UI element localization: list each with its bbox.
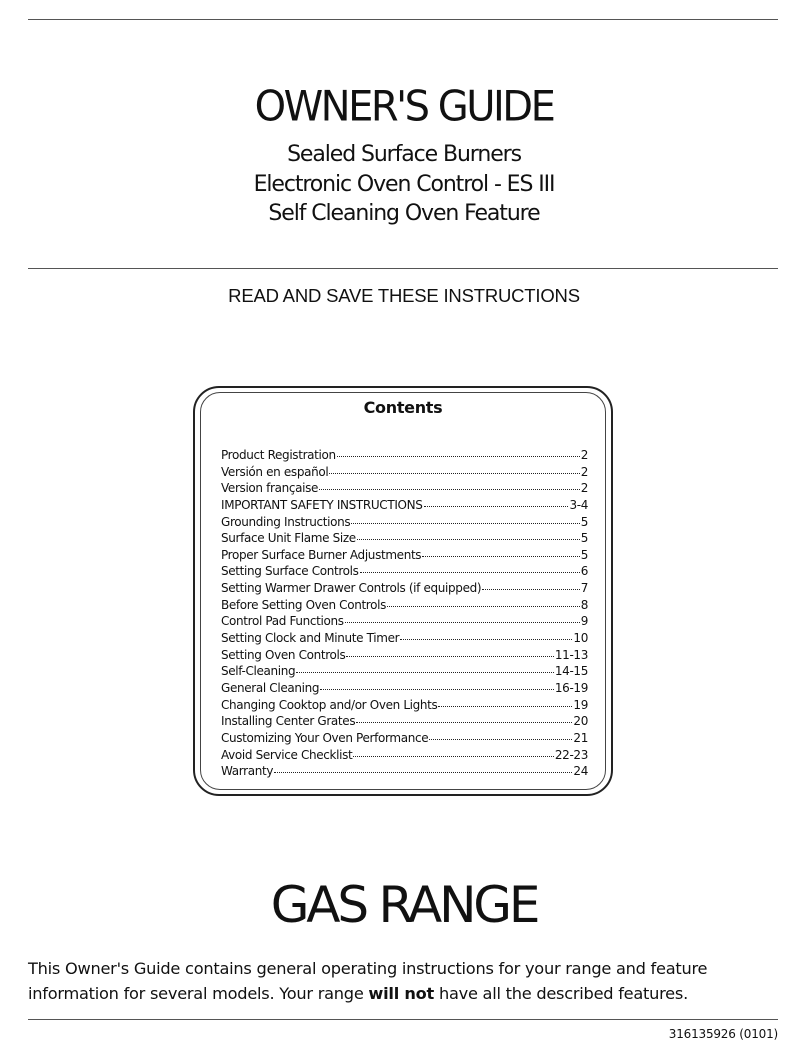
toc-entry-label: Setting Surface Controls [221, 564, 359, 579]
toc-entry-label: Self-Cleaning [221, 664, 296, 679]
read-and-save-notice: READ AND SAVE THESE INSTRUCTIONS [228, 285, 580, 306]
toc-dot-leader [482, 589, 580, 590]
toc-entry [221, 514, 588, 531]
subtitle-1: Sealed Surface Burners [287, 142, 521, 167]
toc-entry [221, 630, 588, 647]
toc-entry-label: Proper Surface Burner Adjustments [221, 547, 422, 562]
toc-entry-label: Setting Clock and Minute Timer [221, 631, 400, 646]
toc-entry-page: 7 [580, 581, 588, 596]
header-rule [28, 268, 778, 269]
toc-dot-leader [353, 756, 554, 757]
toc-entry [221, 730, 588, 747]
toc-entry [221, 580, 588, 597]
toc-dot-leader [296, 672, 554, 673]
toc-entry-page: 5 [580, 531, 588, 546]
toc-dot-leader [429, 739, 572, 740]
footer-rule [28, 1019, 778, 1020]
part-number: 316135926 (0101) [668, 1027, 778, 1041]
toc-entry [221, 697, 588, 714]
toc-dot-leader [346, 656, 553, 657]
toc-entry [221, 713, 588, 730]
toc-entry-label: Control Pad Functions [221, 614, 344, 629]
toc-dot-leader [274, 772, 572, 773]
toc-entry-page: 2 [580, 448, 588, 462]
toc-dot-leader [356, 722, 572, 723]
toc-entry [221, 563, 588, 580]
toc-dot-leader [400, 639, 572, 640]
toc-entry-page: 5 [580, 547, 588, 562]
toc-dot-leader [329, 473, 579, 474]
toc-entry-label: Installing Center Grates [221, 714, 356, 729]
toc-dot-leader [360, 572, 580, 573]
toc-entry [221, 747, 588, 764]
toc-entry-page: 14-15 [554, 664, 588, 679]
toc-entry-page: 9 [580, 614, 588, 629]
toc-entry-label: Setting Oven Controls [221, 647, 346, 662]
toc-dot-leader [422, 556, 579, 557]
toc-entry [221, 530, 588, 547]
toc-entry-page: 21 [573, 730, 588, 745]
description-emphasis: will not [368, 984, 435, 1003]
top-rule [28, 19, 778, 20]
description-paragraph [28, 956, 788, 1006]
toc-dot-leader [438, 706, 572, 707]
toc-entry-page: 11-13 [554, 647, 588, 662]
toc-entry [221, 597, 588, 614]
toc-entry-page: 10 [573, 631, 588, 646]
toc-entry-label: Versión en español [221, 464, 329, 479]
toc-entry-label: General Cleaning [221, 680, 320, 695]
toc-entry-label: Product Registration [221, 448, 336, 462]
toc-dot-leader [337, 456, 580, 457]
toc-entry-page: 2 [580, 481, 588, 496]
toc-entry-page: 24 [573, 764, 588, 779]
toc-dot-leader [424, 506, 569, 507]
toc-entry-page: 19 [573, 697, 588, 712]
toc-entry-label: Before Setting Oven Controls [221, 597, 387, 612]
toc-dot-leader [387, 606, 580, 607]
product-title: GAS RANGE [270, 876, 538, 934]
toc-entry [221, 647, 588, 664]
subtitle-3: Self Cleaning Oven Feature [268, 201, 540, 226]
toc-entry-label: Changing Cooktop and/or Oven Lights [221, 697, 438, 712]
toc-entry [221, 680, 588, 697]
toc-entry-label: Version française [221, 481, 319, 496]
toc-entry-page: 2 [580, 464, 588, 479]
toc-entry [221, 480, 588, 497]
table-of-contents [221, 447, 588, 780]
toc-entry-label: Surface Unit Flame Size [221, 531, 356, 546]
toc-entry-label: Warranty [221, 764, 274, 779]
toc-entry [221, 613, 588, 630]
toc-entry-label: IMPORTANT SAFETY INSTRUCTIONS [221, 497, 423, 512]
toc-entry-label: Avoid Service Checklist [221, 747, 353, 762]
toc-entry [221, 464, 588, 481]
toc-entry-page: 5 [580, 514, 588, 529]
contents-heading: Contents [363, 398, 443, 417]
toc-entry [221, 497, 588, 514]
toc-entry-page: 6 [580, 564, 588, 579]
toc-entry [221, 763, 588, 780]
toc-dot-leader [320, 689, 554, 690]
toc-dot-leader [357, 539, 580, 540]
subtitle-2: Electronic Oven Control - ES III [253, 172, 555, 197]
toc-entry-label: Setting Warmer Drawer Controls (if equipped) [221, 581, 482, 596]
toc-dot-leader [345, 622, 580, 623]
toc-entry-page: 16-19 [554, 680, 588, 695]
toc-entry-label: Customizing Your Oven Performance [221, 730, 429, 745]
toc-entry-label: Grounding Instructions [221, 514, 351, 529]
description-text-1: This Owner's Guide contains general operating instructions for your range and feature information for several models. Your range [28, 959, 708, 1003]
toc-entry-page: 3-4 [569, 497, 588, 512]
toc-entry-page: 22-23 [554, 747, 588, 762]
toc-entry-page: 20 [573, 714, 588, 729]
toc-entry [221, 447, 588, 464]
page-title: OWNER'S GUIDE [254, 82, 554, 132]
toc-entry [221, 663, 588, 680]
description-text-2: have all the described features. [434, 984, 688, 1003]
toc-dot-leader [351, 523, 579, 524]
toc-entry-page: 8 [580, 597, 588, 612]
toc-entry [221, 547, 588, 564]
toc-dot-leader [319, 489, 580, 490]
